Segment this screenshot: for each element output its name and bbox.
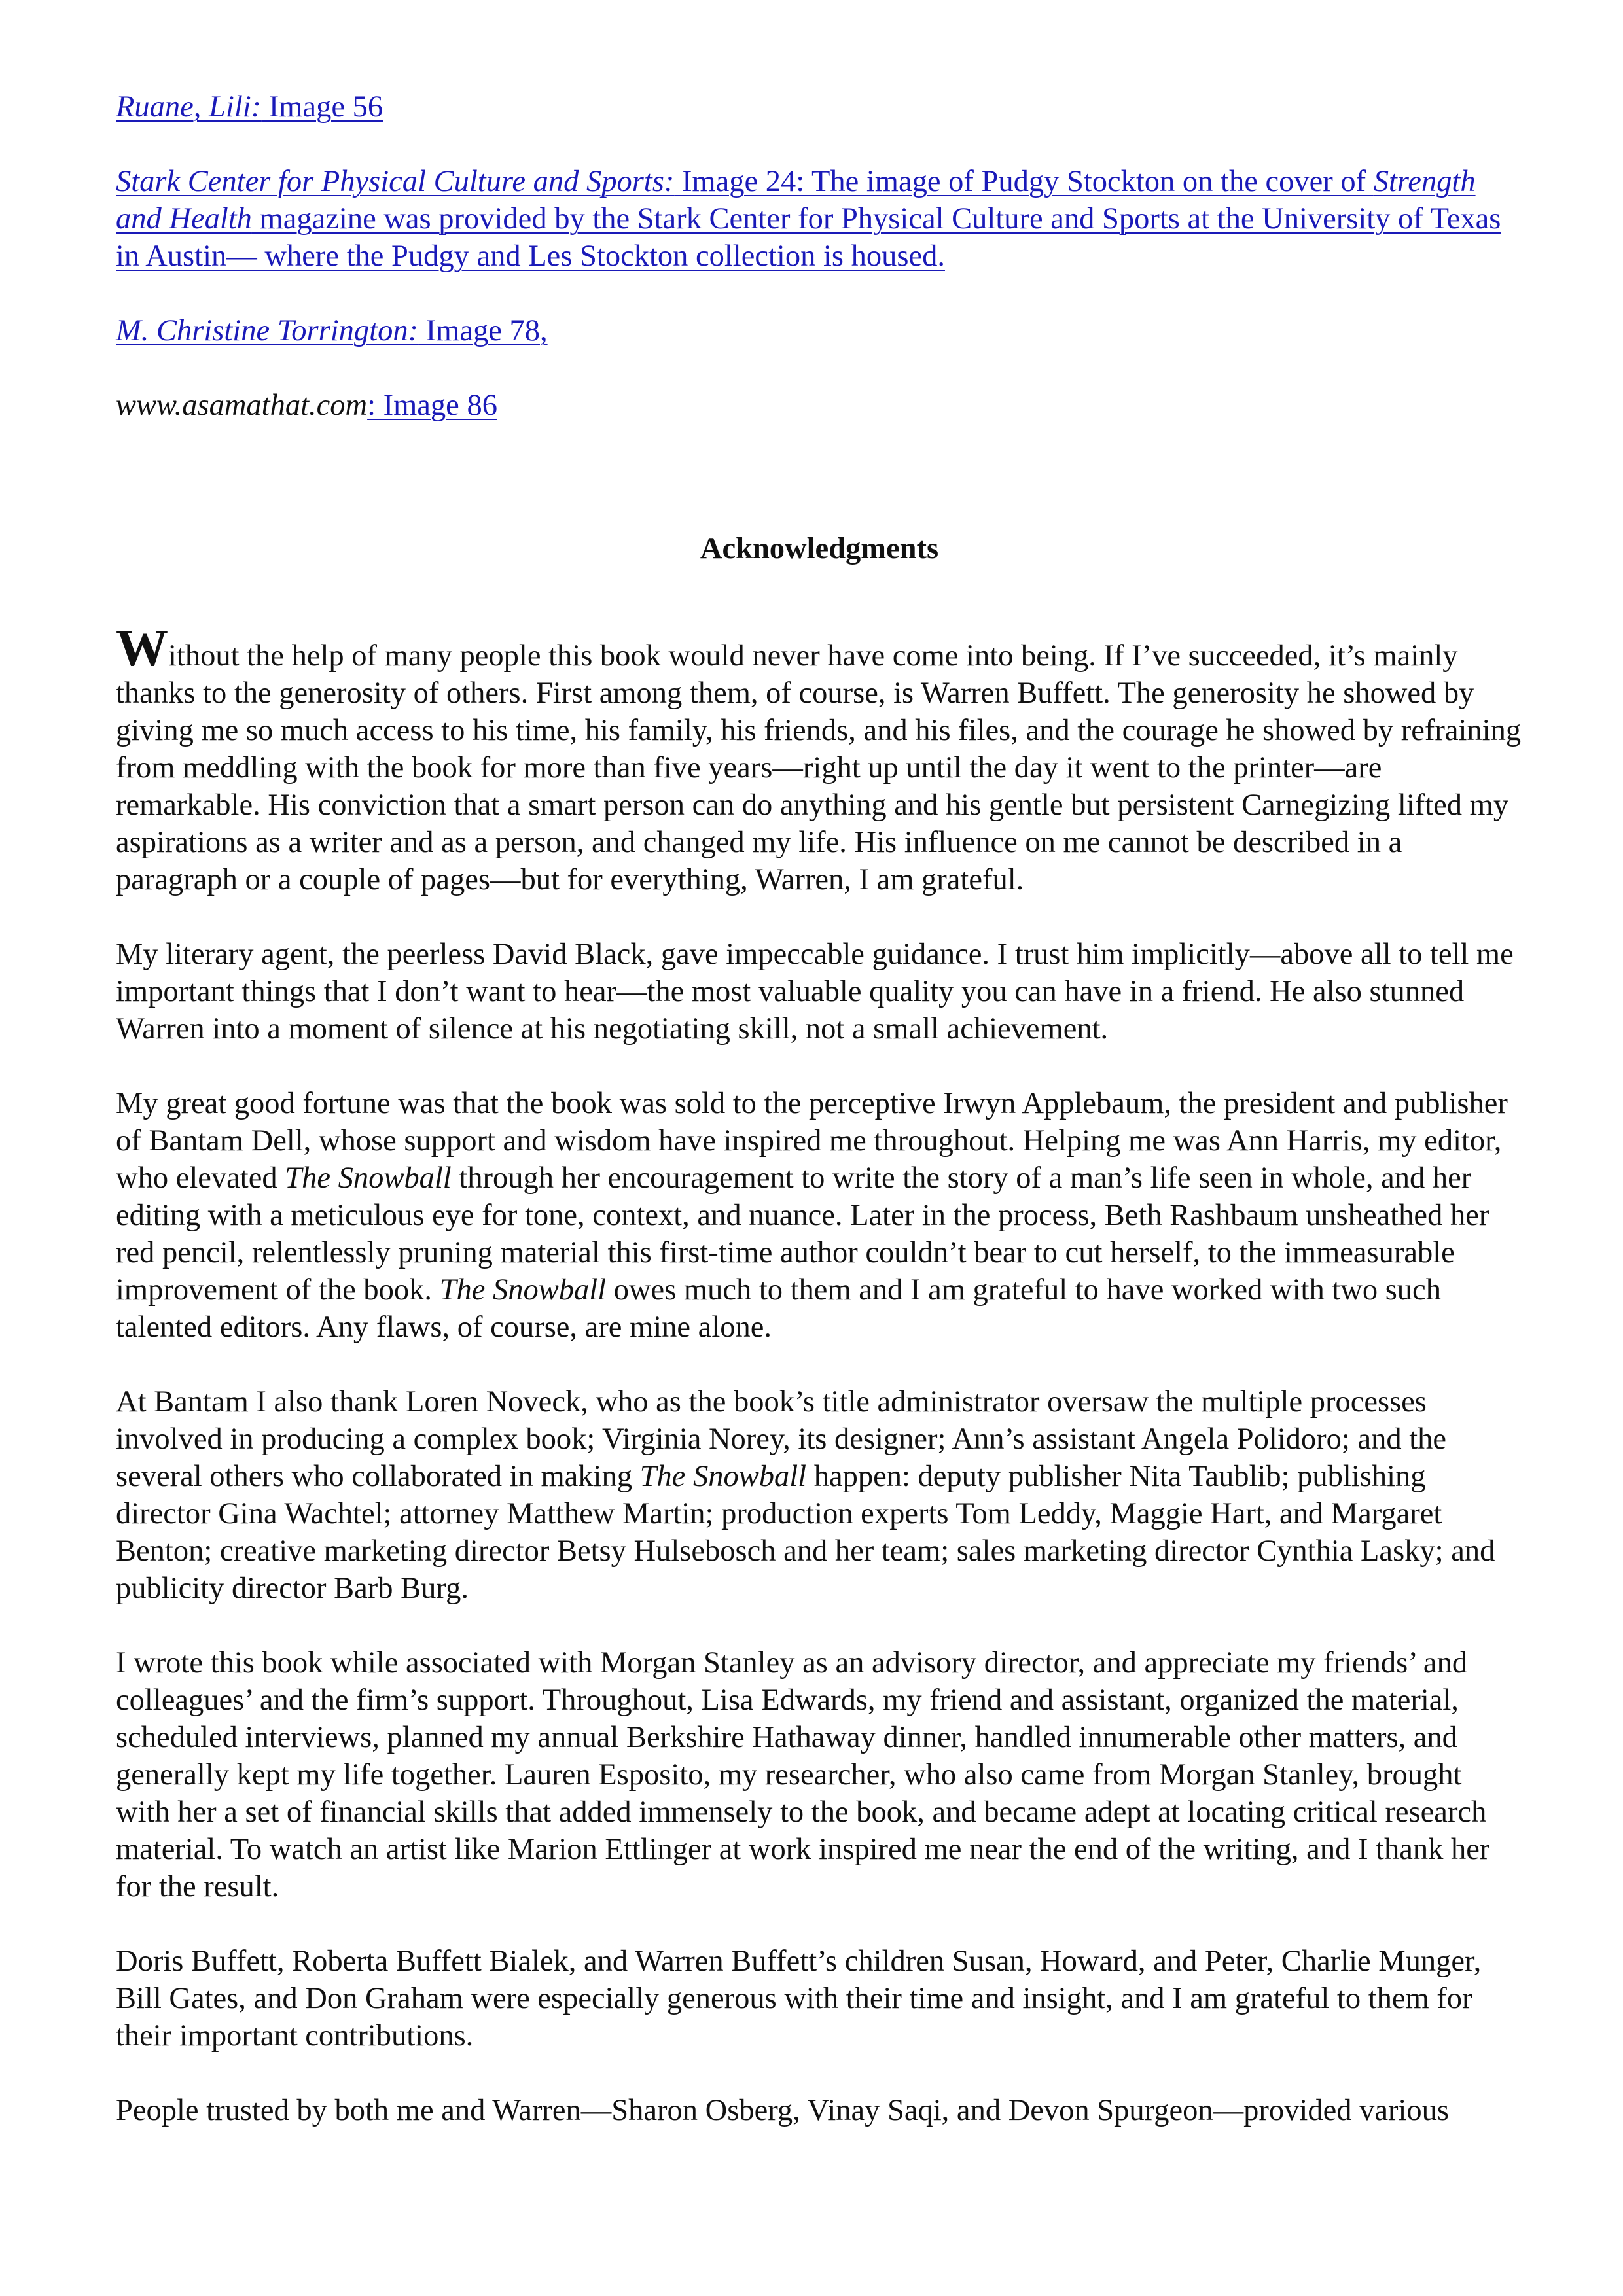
book-title: The Snowball (439, 1273, 607, 1307)
credit-text: : Image 86 (367, 389, 497, 422)
paragraph-text: happen: deputy publisher Nita Taublib; publishing director Gina Wachtel; attorney Matthew Martin; production experts Tom Leddy, Maggie Hart, and Margaret Benton; creative marketing director Betsy Hulsebosch and her team; sales marketing director Cynthia Lasky; and publicity director Barb Burg. (116, 1460, 1495, 1605)
credit-name: M. Christine Torrington: (116, 314, 419, 347)
paragraph-5: I wrote this book while associated with Morgan Stanley as an advisory director, and appreciate my friends’ and colleagues’ and the firm’s support. Throughout, Lisa Edwards, my friend and assistant, organized the material, scheduled interviews, planned my annual Berkshire Hathaway dinner, handled innumerable other matters, and generally kept my life together. Lauren Esposito, my researcher, who also came from Morgan Stanley, brought with her a set of financial skills that added immensely to the book, and became adept at locating critical research material. To watch an artist like Marion Ettlinger at work inspired me near the end of the writing, and I thank her for the result. (116, 1646, 1490, 1903)
paragraph-text: My great good fortune was that the book was sold to the perceptive Irwyn Applebaum, the president and publisher of Bantam Dell, whose support and wisdom have inspired me throughout. Helping me was Ann Harris, my editor, who elevated (116, 1087, 1508, 1195)
credit-name: Ruane, Lili: (116, 90, 262, 124)
paragraph-text: ithout the help of many people this book would never have come into being. If I’ve succeeded, it’s mainly thanks to the generosity of others. First among them, of course, is Warren Buffett. The generosity he showed by giving me so much access to his time, his family, his friends, and his files, and the courage he showed by refraining from meddling with the book for more than five years—right up until the day it went to the printer—are remarkable. His conviction that a smart person can do anything and his gentle but persistent Carnegizing lifted my aspirations as a writer and as a person, and changed my life. His influence on me cannot be described in a paragraph or a couple of pages—but for everything, Warren, I am grateful. (116, 639, 1522, 896)
document-page (116, 88, 1523, 2166)
paragraph-text: through her encouragement to write the story of a man’s life seen in whole, and her editing with a meticulous eye for tone, context, and nuance. Later in the process, Beth Rashbaum unsheathed her red pencil, relentlessly pruning material this first-time author couldn’t bear to cut herself, to the immeasurable improvement of the book. (116, 1161, 1489, 1307)
paragraph-2: My literary agent, the peerless David Black, gave impeccable guidance. I trust him implicitly—above all to tell me important things that I don’t want to hear—the most valuable quality you can have in a friend. He also stunned Warren into a moment of silence at his negotiating skill, not a small achievement. (116, 938, 1514, 1046)
magazine-title: Strength and Health (116, 165, 1476, 236)
paragraph-6: Doris Buffett, Roberta Buffett Bialek, and Warren Buffett’s children Susan, Howard, and Peter, Charlie Munger, Bill Gates, and Don Graham were especially generous with their time and insight, and I am grateful to them for their important contributions. (116, 1945, 1482, 2053)
book-title: The Snowball (639, 1460, 807, 1493)
credit-stark[interactable] (116, 163, 1523, 275)
drop-cap: W (116, 620, 168, 677)
credit-torrington[interactable] (116, 312, 1523, 349)
paragraph-text: owes much to them and I am grateful to have worked with two such talented editors. Any flaws, of course, are mine alone. (116, 1273, 1441, 1344)
credit-text: Image 56 (261, 90, 383, 124)
credit-text: Image 24: The image of Pudgy Stockton on the cover of (674, 165, 1374, 198)
credit-ruane[interactable] (116, 88, 1523, 126)
paragraph-text: At Bantam I also thank Loren Noveck, who as the book’s title administrator oversaw the multiple processes involved in producing a complex book; Virginia Norey, its designer; Ann’s assistant Angela Polidoro; and the several others who collaborated in making (116, 1385, 1447, 1493)
paragraph-3 (116, 1085, 1523, 1346)
credit-name: www.asamathat.com (116, 389, 368, 422)
credit-text: Image 78, (418, 314, 548, 347)
section-heading: Acknowledgments (700, 532, 939, 565)
credit-asamathat[interactable] (116, 387, 1523, 424)
credit-name: Stark Center for Physical Culture and Sports: (116, 165, 675, 198)
paragraph-4 (116, 1383, 1523, 1607)
paragraph-1 (116, 620, 1523, 898)
paragraph-7: People trusted by both me and Warren—Sharon Osberg, Vinay Saqi, and Devon Spurgeon—provided various (116, 2094, 1449, 2127)
credit-text: magazine was provided by the Stark Center for Physical Culture and Sports at the University of Texas in Austin— where the Pudgy and Les Stockton collection is housed. (116, 202, 1501, 273)
book-title: The Snowball (285, 1161, 452, 1195)
